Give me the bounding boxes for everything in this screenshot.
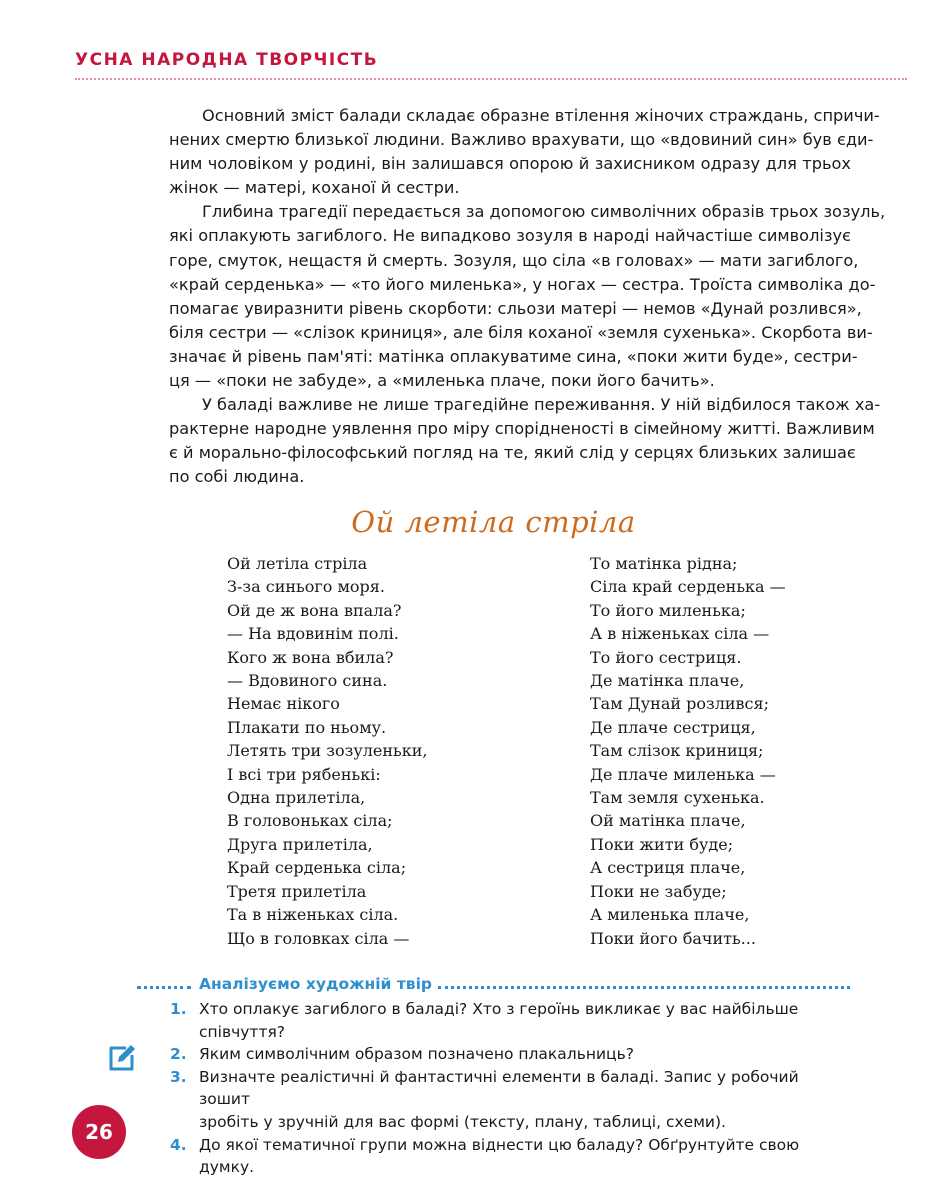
poem-line: Що в головках сіла — [227, 928, 410, 948]
poem-line: Третя прилетіла [227, 881, 367, 901]
paragraph-3 [137, 393, 881, 489]
paragraph-line: біля сестри — «слізок криниця», але біля коханої «земля сухенька». Скорбота ви- [169, 322, 873, 342]
question-text: Яким символічним образом позначено плакальниць? [199, 1045, 634, 1064]
poem-line: То матінка рідна; [590, 554, 738, 573]
analyze-divider-left [137, 986, 191, 989]
poem-line: Там земля сухенька. [590, 788, 765, 808]
poem-line: — На вдовинім полі. [227, 624, 399, 644]
paragraph-2 [137, 200, 886, 393]
poem-line: Поки не забуде; [590, 881, 727, 901]
header-divider [75, 78, 907, 80]
paragraph-line: жінок — матері, коханої й сестри. [169, 178, 460, 198]
question-text: Визначте реалістичні й фантастичні елементи в баладі. Запис у робочий зошит [199, 1067, 799, 1109]
paragraph-line: значає й рівень пам'яті: матінка оплакуватиме сина, «поки жити буде», сестри- [169, 346, 858, 366]
poem-line: Друга прилетіла, [227, 834, 373, 854]
poem-line: Сіла край серденька — [590, 577, 786, 597]
poem-line: А миленька плаче, [590, 905, 750, 925]
poem-line: — Вдовиного сина. [227, 671, 388, 691]
poem-line: Одна прилетіла, [227, 788, 366, 808]
poem-line: Де плаче миленька — [590, 764, 776, 784]
poem-line: Ой де ж вона впала? [227, 600, 402, 620]
question-number: 1. [170, 1000, 187, 1018]
question-text: До якої тематичної групи можна віднести цю баладу? Обґрунтуйте свою думку. [199, 1135, 800, 1177]
poem-line: Летять три зозуленьки, [227, 741, 428, 761]
poem-line: Немає нікого [227, 694, 340, 714]
article-body [137, 104, 886, 490]
question-number: 4. [170, 1135, 187, 1154]
paragraph-line: горе, смуток, нещастя й смерть. Зозуля, що сіла «в головах» — мати загиблого, [169, 250, 859, 270]
paragraph-1 [137, 104, 880, 200]
poem-line: Там слізок криниця; [590, 741, 764, 761]
poem-right-column [590, 552, 786, 950]
pencil-square-icon [106, 1042, 138, 1074]
question-number: 3. [170, 1067, 187, 1086]
paragraph-line: Глибина трагедії передається за допомогою символічних образів трьох зозуль, [202, 202, 886, 222]
poem-line: Ой матінка плаче, [590, 811, 746, 831]
paragraph-line: Основний зміст балади складає образне втілення жіночих страждань, спричи- [202, 106, 880, 125]
paragraph-line: по собі людина. [169, 467, 305, 487]
paragraph-line: рактерне народне уявлення про міру спорідненості в сімейному житті. Важливим [169, 419, 875, 439]
poem-line: Край серденька сіла; [227, 858, 407, 878]
paragraph-line: У баладі важливе не лише трагедійне переживання. У ній відбилося також ха- [202, 395, 881, 415]
poem-line: Де матінка плаче, [590, 671, 745, 691]
poem-line: В головоньках сіла; [227, 811, 393, 831]
page-number-badge: 26 [72, 1105, 126, 1159]
poem-line: Кого ж вона вбила? [227, 647, 394, 667]
paragraph-line: помагає увиразнити рівень скорботи: сльози матері — немов «Дунай розлився», [169, 298, 862, 318]
analyze-section-title: Аналізуємо художній твір [199, 975, 433, 993]
paragraph-line: нених смертю близької людини. Важливо врахувати, що «вдовиний син» був єди- [169, 130, 874, 150]
poem-line: Де плаче сестриця, [590, 717, 756, 737]
poem-line: Плакати по ньому. [227, 717, 387, 737]
poem-title: Ой летіла стріла [351, 505, 636, 539]
paragraph-line: «край серденька» — «то його миленька», у ногах — сестра. Троїста символіка до- [169, 274, 876, 294]
question-item [170, 1134, 850, 1179]
question-item [170, 1066, 850, 1134]
question-number: 2. [170, 1045, 187, 1064]
poem-line: Та в ніженьках сіла. [227, 905, 399, 925]
poem-line: То його сестриця. [590, 647, 742, 667]
question-item [170, 1043, 850, 1066]
poem-left-column [227, 552, 428, 950]
section-header: УСНА НАРОДНА ТВОРЧІСТЬ [75, 50, 379, 70]
question-item [170, 998, 850, 1043]
poem-line: Поки жити буде; [590, 834, 734, 854]
poem-line: Ой летіла стріла [227, 554, 368, 573]
poem-line: З-за синього моря. [227, 577, 385, 597]
poem-line: А в ніженьках сіла — [590, 624, 770, 644]
paragraph-line: ця — «поки не забуде», а «миленька плаче, поки його бачить». [169, 371, 715, 391]
paragraph-line: які оплакують загиблого. Не випадково зозуля в народі найчастіше символізує [169, 226, 851, 246]
poem-line: А сестриця плаче, [590, 858, 746, 878]
poem-line: Поки його бачить... [590, 928, 756, 948]
question-text: зробіть у зручній для вас формі (тексту, плану, таблиці, схеми). [199, 1112, 726, 1131]
poem-line: То його миленька; [590, 600, 746, 620]
poem-line: Там Дунай розлився; [590, 694, 769, 714]
paragraph-line: є й морально-філософський погляд на те, який слід у серцях близьких залишає [169, 443, 856, 463]
paragraph-line: ним чоловіком у родині, він залишався опорою й захисником одразу для трьох [169, 154, 851, 174]
analyze-divider-right [438, 986, 850, 989]
questions-list [170, 998, 850, 1179]
poem-line: І всі три рябенькі: [227, 764, 381, 784]
question-text: Хто оплакує загиблого в баладі? Хто з героїнь викликає у вас найбільше співчуття? [199, 1000, 799, 1041]
